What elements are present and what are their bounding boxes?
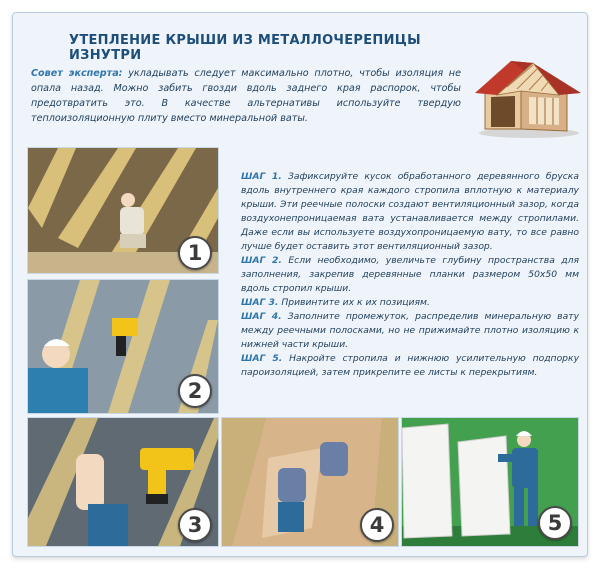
step-3 bbox=[241, 296, 579, 310]
step-badge-3: 3 bbox=[178, 508, 212, 542]
page-title: УТЕПЛЕНИЕ КРЫШИ ИЗ МЕТАЛЛОЧЕРЕПИЦЫ ИЗНУТРИ bbox=[69, 33, 421, 63]
steps-text bbox=[241, 170, 579, 380]
step-1-text: Зафиксируйте кусок обработанного деревянного бруска вдоль внутреннего края каждого стропила вплотную к материалу крыши. Эти реечные полоски создают вентиляционный зазор, когда воздухонепроницаемая вата устанавливается между стропилами. Даже если вы используете воздухопроницаемую вату, то все равно лучше будет оставить этот вентиляционный зазор. bbox=[241, 171, 579, 252]
photo-step-4 bbox=[221, 417, 399, 547]
step-2 bbox=[241, 254, 579, 296]
step-4-text: Заполните промежуток, распределив минеральную вату между реечными полосками, но не прижимайте плотно изоляцию к нижней части крыши. bbox=[241, 311, 579, 350]
step-3-label: ШАГ 3. bbox=[241, 297, 279, 308]
step-badge-2: 2 bbox=[178, 374, 212, 408]
step-1-label: ШАГ 1. bbox=[241, 171, 282, 182]
photo-step-1 bbox=[27, 147, 219, 274]
photo-step-2 bbox=[27, 279, 219, 414]
step-badge-1: 1 bbox=[178, 236, 212, 270]
step-2-text: Если необходимо, увеличьте глубину пространства для заполнения, закрепив деревянные планки размером 50х50 мм вдоль стропил крыши. bbox=[241, 255, 580, 294]
step-3-text: Привинтите их к их позициям. bbox=[281, 297, 430, 308]
expert-tip-text: укладывать следует максимально плотно, чтобы изоляция не опала назад. Можно забить гвозди вдоль заднего края распорок, чтобы предотвратить это. В качестве альтернативы используйте твердую теплоизоляционную плиту вместо минеральной ваты. bbox=[31, 68, 461, 124]
expert-tip bbox=[31, 66, 461, 126]
photo-step-5 bbox=[401, 417, 579, 547]
photo-step-3 bbox=[27, 417, 219, 547]
step-5 bbox=[241, 352, 579, 380]
step-4-label: ШАГ 4. bbox=[241, 311, 282, 322]
step-2-label: ШАГ 2. bbox=[241, 255, 282, 266]
step-5-text: Накройте стропила и нижнюю усилительную подпорку пароизоляцией, затем прикрепите ее листы к перекрытиям. bbox=[241, 353, 580, 378]
step-5-label: ШАГ 5. bbox=[241, 353, 283, 364]
expert-tip-label: Совет эксперта: bbox=[31, 68, 123, 79]
step-1 bbox=[241, 170, 579, 254]
step-4 bbox=[241, 310, 579, 352]
step-badge-4: 4 bbox=[360, 508, 394, 542]
infographic-card bbox=[12, 12, 588, 557]
step-badge-5: 5 bbox=[538, 506, 572, 540]
house-illustration bbox=[471, 49, 587, 139]
